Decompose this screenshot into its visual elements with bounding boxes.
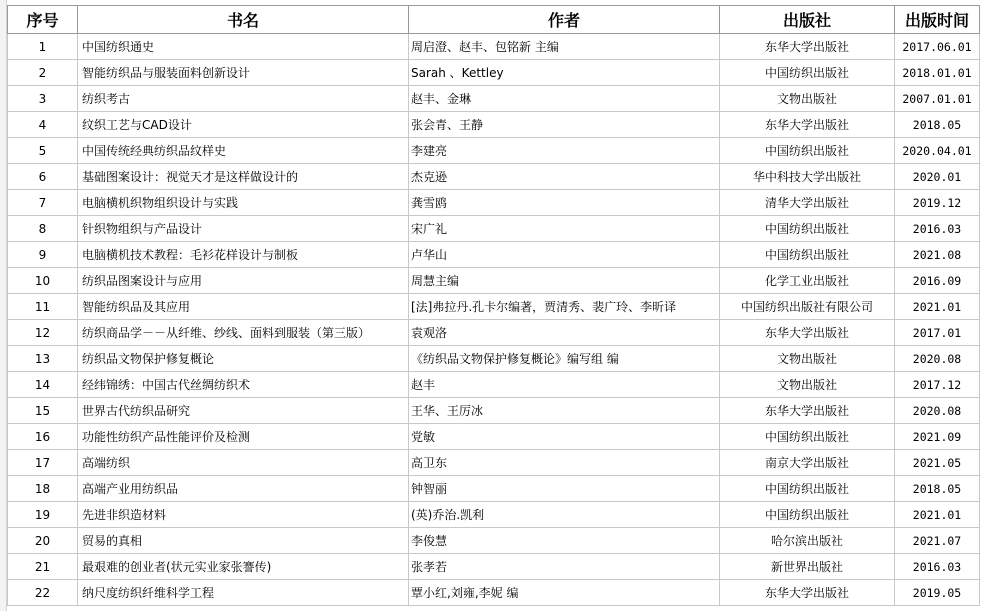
author-cell[interactable]: 龚雪鸥 bbox=[409, 190, 720, 216]
date-cell[interactable]: 2016.03 bbox=[895, 216, 980, 242]
num-cell[interactable]: 15 bbox=[8, 398, 78, 424]
title-cell[interactable]: 纺织考古 bbox=[78, 86, 409, 112]
row-header-edge bbox=[0, 0, 7, 611]
title-cell[interactable]: 贸易的真相 bbox=[78, 528, 409, 554]
publisher-cell[interactable]: 文物出版社 bbox=[720, 372, 895, 398]
title-cell[interactable]: 中国纺织通史 bbox=[78, 34, 409, 60]
author-cell[interactable]: 卢华山 bbox=[409, 242, 720, 268]
author-cell[interactable]: 张孝若 bbox=[409, 554, 720, 580]
publisher-cell[interactable]: 中国纺织出版社有限公司 bbox=[720, 294, 895, 320]
title-cell[interactable]: 先进非织造材料 bbox=[78, 502, 409, 528]
publisher-cell[interactable]: 哈尔滨出版社 bbox=[720, 528, 895, 554]
publisher-cell[interactable]: 东华大学出版社 bbox=[720, 580, 895, 606]
table-row bbox=[8, 164, 980, 190]
table-row bbox=[8, 112, 980, 138]
title-cell[interactable]: 纺织品图案设计与应用 bbox=[78, 268, 409, 294]
publisher-cell[interactable]: 中国纺织出版社 bbox=[720, 476, 895, 502]
date-cell[interactable]: 2016.03 bbox=[895, 554, 980, 580]
date-cell[interactable]: 2019.12 bbox=[895, 190, 980, 216]
num-cell[interactable]: 8 bbox=[8, 216, 78, 242]
header-row bbox=[8, 6, 980, 34]
publisher-cell[interactable]: 东华大学出版社 bbox=[720, 112, 895, 138]
publisher-cell[interactable]: 中国纺织出版社 bbox=[720, 502, 895, 528]
header-num-cell[interactable]: 序号 bbox=[8, 6, 78, 34]
publisher-cell[interactable]: 中国纺织出版社 bbox=[720, 60, 895, 86]
table-row bbox=[8, 294, 980, 320]
num-cell[interactable]: 10 bbox=[8, 268, 78, 294]
title-cell[interactable]: 功能性纺织产品性能评价及检测 bbox=[78, 424, 409, 450]
header-publisher-cell[interactable]: 出版社 bbox=[720, 6, 895, 34]
date-cell[interactable]: 2021.05 bbox=[895, 450, 980, 476]
book-list-table bbox=[7, 5, 980, 606]
author-cell[interactable]: 王华、王厉冰 bbox=[409, 398, 720, 424]
num-cell[interactable]: 2 bbox=[8, 60, 78, 86]
date-cell[interactable]: 2020.08 bbox=[895, 398, 980, 424]
title-cell[interactable]: 最艰难的创业者(状元实业家张謇传) bbox=[78, 554, 409, 580]
author-cell[interactable]: 周慧主编 bbox=[409, 268, 720, 294]
author-cell[interactable]: [法]弗拉丹.孔卡尔编著，贾清秀、裴广玲、李昕译 bbox=[409, 294, 720, 320]
num-cell[interactable]: 11 bbox=[8, 294, 78, 320]
table-row bbox=[8, 34, 980, 60]
table-row bbox=[8, 60, 980, 86]
date-cell[interactable]: 2021.08 bbox=[895, 242, 980, 268]
num-cell[interactable]: 22 bbox=[8, 580, 78, 606]
title-cell[interactable]: 高端纺织 bbox=[78, 450, 409, 476]
title-cell[interactable]: 纺织品文物保护修复概论 bbox=[78, 346, 409, 372]
author-cell[interactable]: 李俊慧 bbox=[409, 528, 720, 554]
num-cell[interactable]: 4 bbox=[8, 112, 78, 138]
num-cell[interactable]: 16 bbox=[8, 424, 78, 450]
publisher-cell[interactable]: 华中科技大学出版社 bbox=[720, 164, 895, 190]
title-cell[interactable]: 纹织工艺与CAD设计 bbox=[78, 112, 409, 138]
header-title-cell[interactable]: 书名 bbox=[78, 6, 409, 34]
publisher-cell[interactable]: 中国纺织出版社 bbox=[720, 138, 895, 164]
publisher-cell[interactable]: 文物出版社 bbox=[720, 346, 895, 372]
author-cell[interactable]: 杰克逊 bbox=[409, 164, 720, 190]
num-cell[interactable]: 21 bbox=[8, 554, 78, 580]
publisher-cell[interactable]: 化学工业出版社 bbox=[720, 268, 895, 294]
date-cell[interactable]: 2021.07 bbox=[895, 528, 980, 554]
title-cell[interactable]: 智能纺织品及其应用 bbox=[78, 294, 409, 320]
publisher-cell[interactable]: 南京大学出版社 bbox=[720, 450, 895, 476]
num-cell[interactable]: 6 bbox=[8, 164, 78, 190]
table-row bbox=[8, 346, 980, 372]
author-cell[interactable]: 张会青、王静 bbox=[409, 112, 720, 138]
author-cell[interactable]: 覃小红,刘雍,李妮 编 bbox=[409, 580, 720, 606]
table-row bbox=[8, 528, 980, 554]
header-author-cell[interactable]: 作者 bbox=[409, 6, 720, 34]
header-date-cell[interactable]: 出版时间 bbox=[895, 6, 980, 34]
publisher-cell[interactable]: 东华大学出版社 bbox=[720, 34, 895, 60]
title-cell[interactable]: 纳尺度纺织纤维科学工程 bbox=[78, 580, 409, 606]
title-cell[interactable]: 基础图案设计：视觉天才是这样做设计的 bbox=[78, 164, 409, 190]
num-cell[interactable]: 1 bbox=[8, 34, 78, 60]
table-row bbox=[8, 372, 980, 398]
date-cell[interactable]: 2017.06.01 bbox=[895, 34, 980, 60]
publisher-cell[interactable]: 中国纺织出版社 bbox=[720, 424, 895, 450]
publisher-cell[interactable]: 中国纺织出版社 bbox=[720, 242, 895, 268]
table-row bbox=[8, 190, 980, 216]
num-cell[interactable]: 12 bbox=[8, 320, 78, 346]
author-cell[interactable]: 周启澄、赵丰、包铭新 主编 bbox=[409, 34, 720, 60]
publisher-cell[interactable]: 东华大学出版社 bbox=[720, 398, 895, 424]
table-row bbox=[8, 268, 980, 294]
author-cell[interactable]: Sarah 、Kettley bbox=[409, 60, 720, 86]
author-cell[interactable]: 赵丰、金琳 bbox=[409, 86, 720, 112]
title-cell[interactable]: 中国传统经典纺织品纹样史 bbox=[78, 138, 409, 164]
publisher-cell[interactable]: 东华大学出版社 bbox=[720, 320, 895, 346]
date-cell[interactable]: 2018.01.01 bbox=[895, 60, 980, 86]
num-cell[interactable]: 3 bbox=[8, 86, 78, 112]
num-cell[interactable]: 20 bbox=[8, 528, 78, 554]
author-cell[interactable]: 袁观洛 bbox=[409, 320, 720, 346]
num-cell[interactable]: 9 bbox=[8, 242, 78, 268]
num-cell[interactable]: 13 bbox=[8, 346, 78, 372]
author-cell[interactable]: 李建亮 bbox=[409, 138, 720, 164]
date-cell[interactable]: 2021.01 bbox=[895, 502, 980, 528]
table-row bbox=[8, 450, 980, 476]
author-cell[interactable]: 党敏 bbox=[409, 424, 720, 450]
date-cell[interactable]: 2016.09 bbox=[895, 268, 980, 294]
table-row bbox=[8, 476, 980, 502]
table-row bbox=[8, 320, 980, 346]
table-row bbox=[8, 502, 980, 528]
table-row bbox=[8, 554, 980, 580]
table-row bbox=[8, 580, 980, 606]
author-cell[interactable]: 宋广礼 bbox=[409, 216, 720, 242]
author-cell[interactable]: 赵丰 bbox=[409, 372, 720, 398]
title-cell[interactable]: 电脑横机织物组织设计与实践 bbox=[78, 190, 409, 216]
publisher-cell[interactable]: 新世界出版社 bbox=[720, 554, 895, 580]
date-cell[interactable]: 2018.05 bbox=[895, 476, 980, 502]
num-cell[interactable]: 14 bbox=[8, 372, 78, 398]
date-cell[interactable]: 2017.01 bbox=[895, 320, 980, 346]
table-row bbox=[8, 398, 980, 424]
table-row bbox=[8, 86, 980, 112]
num-cell[interactable]: 5 bbox=[8, 138, 78, 164]
author-cell[interactable]: (英)乔治.凯利 bbox=[409, 502, 720, 528]
date-cell[interactable]: 2007.01.01 bbox=[895, 86, 980, 112]
publisher-cell[interactable]: 中国纺织出版社 bbox=[720, 216, 895, 242]
num-cell[interactable]: 18 bbox=[8, 476, 78, 502]
table-row bbox=[8, 216, 980, 242]
author-cell[interactable]: 钟智丽 bbox=[409, 476, 720, 502]
num-cell[interactable]: 17 bbox=[8, 450, 78, 476]
num-cell[interactable]: 7 bbox=[8, 190, 78, 216]
title-cell[interactable]: 针织物组织与产品设计 bbox=[78, 216, 409, 242]
author-cell[interactable]: 《纺织品文物保护修复概论》编写组 编 bbox=[409, 346, 720, 372]
date-cell[interactable]: 2021.09 bbox=[895, 424, 980, 450]
publisher-cell[interactable]: 文物出版社 bbox=[720, 86, 895, 112]
date-cell[interactable]: 2020.08 bbox=[895, 346, 980, 372]
date-cell[interactable]: 2019.05 bbox=[895, 580, 980, 606]
table-row bbox=[8, 242, 980, 268]
title-cell[interactable]: 经纬锦绣：中国古代丝绸纺织术 bbox=[78, 372, 409, 398]
title-cell[interactable]: 世界古代纺织品研究 bbox=[78, 398, 409, 424]
table-row bbox=[8, 138, 980, 164]
date-cell[interactable]: 2017.12 bbox=[895, 372, 980, 398]
table-row bbox=[8, 424, 980, 450]
num-cell[interactable]: 19 bbox=[8, 502, 78, 528]
date-cell[interactable]: 2018.05 bbox=[895, 112, 980, 138]
date-cell[interactable]: 2021.01 bbox=[895, 294, 980, 320]
title-cell[interactable]: 纺织商品学－－从纤维、纱线、面料到服装（第三版） bbox=[78, 320, 409, 346]
title-cell[interactable]: 智能纺织品与服装面料创新设计 bbox=[78, 60, 409, 86]
title-cell[interactable]: 电脑横机技术教程：毛衫花样设计与制板 bbox=[78, 242, 409, 268]
publisher-cell[interactable]: 清华大学出版社 bbox=[720, 190, 895, 216]
title-cell[interactable]: 高端产业用纺织品 bbox=[78, 476, 409, 502]
date-cell[interactable]: 2020.04.01 bbox=[895, 138, 980, 164]
author-cell[interactable]: 高卫东 bbox=[409, 450, 720, 476]
date-cell[interactable]: 2020.01 bbox=[895, 164, 980, 190]
